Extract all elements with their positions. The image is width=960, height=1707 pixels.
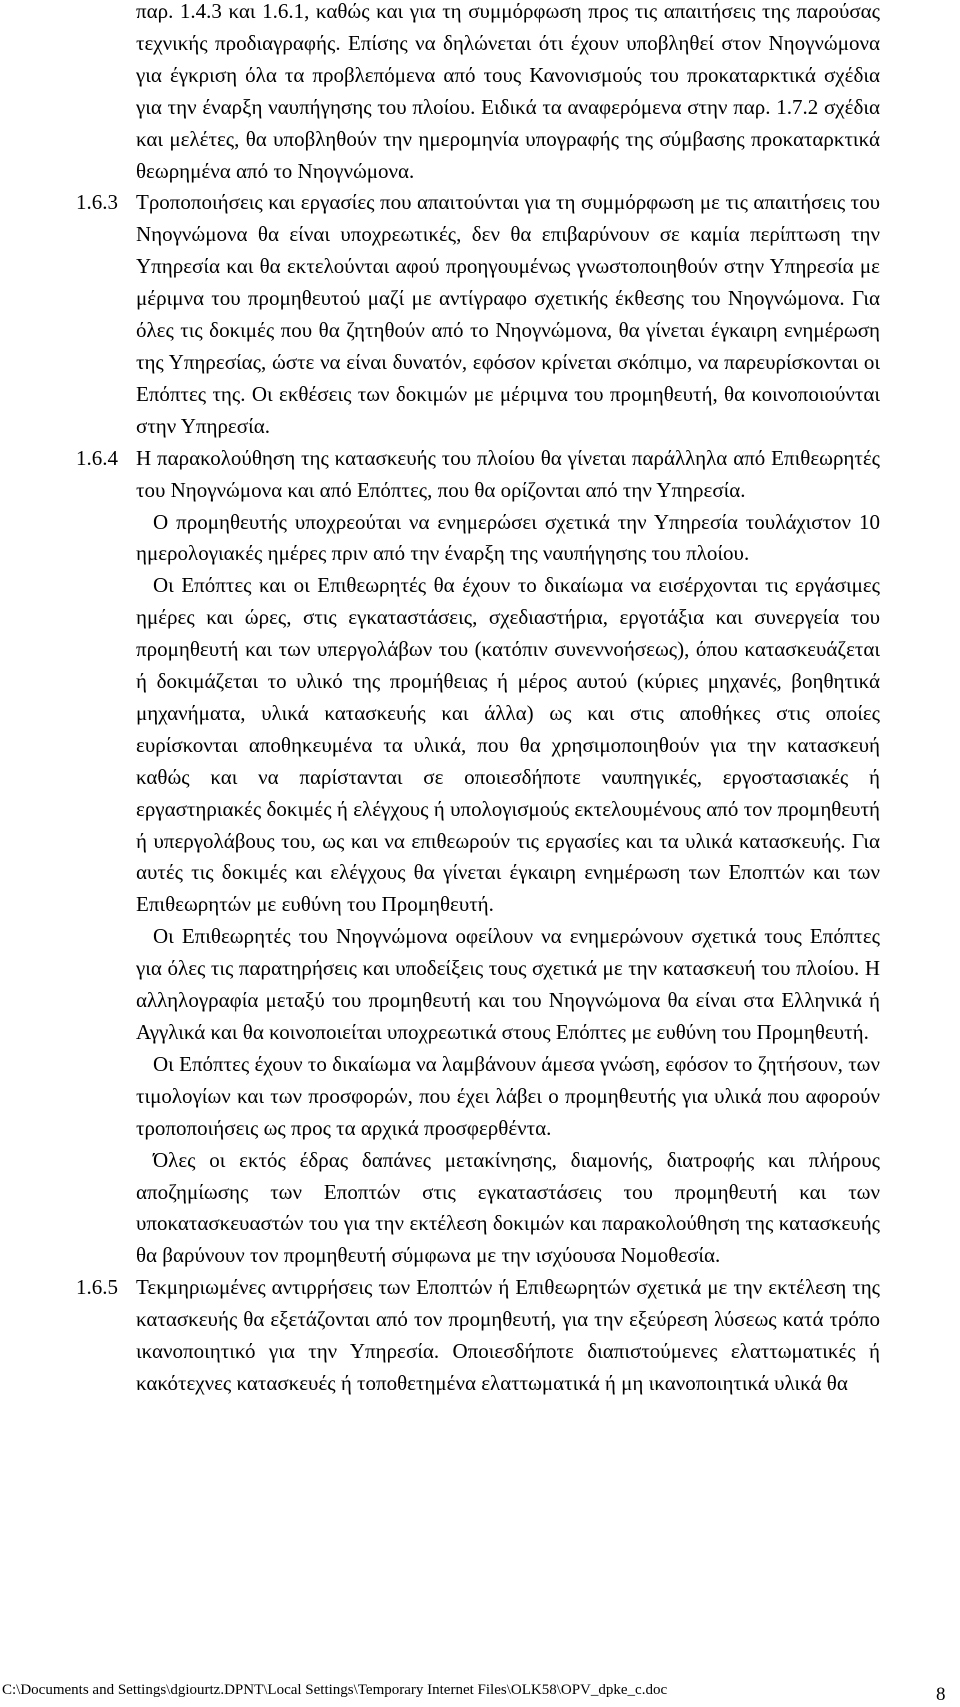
paragraph-text: Οι Επιθεωρητές του Νηογνώμονα οφείλουν να ενημερώνουν σχετικά τους Επόπτες για όλες τις παρατηρήσεις και υποδείξεις τους σχετικά με την κατασκευή του πλοίου. Η αλληλογραφία μεταξύ του προμηθευτή και του Νηογνώμονα θα είναι στα Ελληνικά ή Αγγλικά και θα κοινοποιείται υποχρεωτικά στους Επόπτες με ευθύνη του Προμηθευτή. <box>136 924 880 1044</box>
paragraph-text: Οι Επόπτες έχουν το δικαίωμα να λαμβάνουν άμεσα γνώση, εφόσον το ζητήσουν, των τιμολογίων και των προσφορών, που έχει λάβει ο προμηθευτής για υλικά που αφορούν τροποποιήσεις ως προς τα αρχικά προσφερθέντα. <box>136 1051 880 1140</box>
paragraph-1-6-5 <box>76 1272 880 1400</box>
paragraph-text: παρ. 1.4.3 και 1.6.1, καθώς και για τη συμμόρφωση προς τις απαιτήσεις της παρούσας τεχνικής προδιαγραφής. Επίσης να δηλώνεται ότι έχουν υποβληθεί στον Νηογνώμονα για έγκριση όλα τα προβλεπόμενα από τους Κανονισμούς του προκαταρκτικά σχέδια για την έναρξη ναυπήγησης του πλοίου. Ειδικά τα αναφερόμενα στην παρ. 1.7.2 σχέδια και μελέτες, θα υποβληθούν την ημερομηνία υπογραφής της σύμβασης προκαταρκτικά θεωρημένα από το Νηογνώμονα. <box>136 0 880 183</box>
paragraph-1-6-4 <box>76 443 880 507</box>
paragraph-text: Οι Επόπτες και οι Επιθεωρητές θα έχουν το δικαίωμα να εισέρχονται τις εργάσιμες ημέρες και ώρες, στις εγκαταστάσεις, σχεδιαστήρια, εργοτάξια και συνεργεία του προμηθευτή και των υπεργολάβων του (κατόπιν συνεννοήσεως), όπου κατασκευάζεται ή δοκιμάζεται το υλικό της προμήθειας ή μέρος αυτού (κύριες μηχανές, βοηθητικά μηχανήματα, υλικά κατασκευής και άλλα) ως και στις αποθήκες στις οποίες ευρίσκονται αποθηκευμένα τα υλικά, που θα χρησιμοποιηθούν για την κατασκευή καθώς και να παρίστανται σε οποιεσδήποτε ναυπηγικές, εργοστασιακές ή εργαστηριακές δοκιμές ή ελέγχους ή υπολογισμούς εκτελουμένους από τον προμηθευτή ή υπεργολάβους του, ως και να επιθεωρούν τις εργασίες και τα υλικά κατασκευής. Για αυτές τις δοκιμές και ελέγχους θα γίνεται έγκαιρη ενημέρωση των Εποπτών και των Επιθεωρητών με ευθύνη του Προμηθευτή. <box>136 573 880 917</box>
section-number: 1.6.4 <box>76 445 118 470</box>
page-number: 8 <box>936 1684 946 1705</box>
paragraph-inspection-rights <box>136 570 880 921</box>
paragraph-text: Ο προμηθευτής υποχρεούται να ενημερώσει σχετικά την Υπηρεσία τουλάχιστον 10 ημερολογιακές ημέρες πριν από την έναρξη της ναυπήγησης του πλοίου. <box>136 509 880 566</box>
paragraph-text: Τροποποιήσεις και εργασίες που απαιτούνται για τη συμμόρφωση με τις απαιτήσεις του Νηογνώμονα θα είναι υποχρεωτικές, δεν θα επιβαρύνουν σε καμία περίπτωση την Υπηρεσία και θα εκτελούνται αφού προηγουμένως γνωστοποιηθούν στην Υπηρεσία με μέριμνα του προμηθευτού μαζί με αντίγραφο σχετικής έκθεσης του Νηογνώμονα. Για όλες τις δοκιμές που θα ζητηθούν από το Νηογνώμονα, θα γίνεται έγκαιρη ενημέρωση της Υπηρεσίας, ώστε να είναι δυνατόν, εφόσον κρίνεται σκόπιμο, να παρευρίσκονται οι Επόπτες της. Οι εκθέσεις των δοκιμών με μέριμνα του προμηθευτή, θα κοινοποιούνται στην Υπηρεσία. <box>136 190 880 438</box>
paragraph-text: Η παρακολούθηση της κατασκευής του πλοίου θα γίνεται παράλληλα από Επιθεωρητές του Νηογνώμονα και από Επόπτες, που θα ορίζονται από την Υπηρεσία. <box>136 445 880 502</box>
document-body <box>76 0 880 1400</box>
paragraph-continuation <box>136 0 880 187</box>
paragraph-inspectors-duties <box>136 921 880 1049</box>
paragraph-expenses <box>136 1145 880 1273</box>
section-number: 1.6.3 <box>76 190 118 215</box>
paragraph-invoices <box>136 1049 880 1145</box>
footer-file-path: C:\Documents and Settings\dgiourtz.DPNT\Local Settings\Temporary Internet Files\OLK58\OPV_dpke_c.doc <box>2 1682 668 1698</box>
paragraph-notification <box>136 507 880 571</box>
paragraph-1-6-3 <box>76 187 880 442</box>
section-number: 1.6.5 <box>76 1275 118 1300</box>
paragraph-text: Όλες οι εκτός έδρας δαπάνες μετακίνησης, διαμονής, διατροφής και πλήρους αποζημίωσης των Εποπτών στις εγκαταστάσεις του προμηθευτή και των υποκατασκευαστών του για την εκτέλεση δοκιμών και παρακολούθηση της κατασκευής θα βαρύνουν τον προμηθευτή σύμφωνα με την ισχύουσα Νομοθεσία. <box>136 1147 880 1268</box>
paragraph-text: Τεκμηριωμένες αντιρρήσεις των Εποπτών ή Επιθεωρητών σχετικά με την εκτέλεση της κατασκευής θα εξετάζονται από τον προμηθευτή, για την εξεύρεση λύσεως κατά τρόπο ικανοποιητικό για την Υπηρεσία. Οποιεσδήποτε διαπιστούμενες ελαττωματικές ή κακότεχνες κατασκευές ή τοποθετημένα ελαττωματικά ή μη ικανοποιητικά υλικά θα <box>136 1275 880 1395</box>
